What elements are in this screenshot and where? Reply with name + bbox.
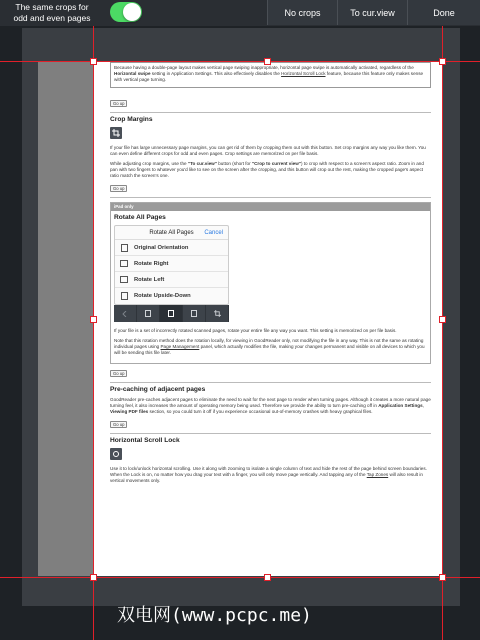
crop-paragraph-1: If your file has large unnecessary page margins, you can get rid of them by cropping them out with this button. Set crop margins any way you like them. You can even define different crops for odd and even pages. Crop settings are memorized on per file basis. bbox=[110, 145, 426, 156]
intro-text-3: feature, because this feature only makes sense with vertical page turning. bbox=[114, 71, 424, 82]
horizontal-scroll-lock-heading: Horizontal Scroll Lock bbox=[110, 437, 180, 444]
crop-toolbar bbox=[0, 0, 480, 26]
rotate-popup bbox=[114, 225, 229, 305]
watermark: 双电网(www.pcpc.me) bbox=[117, 605, 312, 626]
crop-p2-bold-2: "Crop to current view" bbox=[251, 161, 301, 166]
crop-handle-top[interactable] bbox=[264, 58, 271, 65]
rotate-right-item[interactable] bbox=[115, 256, 228, 272]
done-button[interactable]: Done bbox=[407, 0, 480, 25]
hscroll-text-2: will also result in vertical movements only. bbox=[110, 472, 423, 483]
precache-text-3: section, so you could turn it off if you experience occasional out-of-memory crashes with heavy graphical files. bbox=[148, 409, 373, 414]
crop-p2-text-3: ) to crop with respect to a screen's aspect ratio. Zoom in and pan with two fingers to whatever you'd like to see on the screen after the cropping, and this button will crop out the rest, making the cropped page's aspect ratio match the screen's one. bbox=[110, 161, 424, 178]
precaching-heading: Pre-caching of adjacent pages bbox=[110, 386, 206, 393]
bookmark-icon bbox=[137, 305, 160, 322]
rotate-p2-text: Note that this rotation method does the rotation locally, for viewing in GoodReader only, not modifying the file in any way. This is not the same as rotating individual pages using bbox=[114, 338, 424, 349]
page-left-margin bbox=[38, 62, 94, 576]
toggle-knob bbox=[123, 3, 141, 21]
intro-box bbox=[110, 62, 431, 88]
back-arrow-icon bbox=[114, 305, 137, 322]
original-orientation-label: Original Orientation bbox=[134, 244, 189, 251]
crop-line-bottom[interactable] bbox=[0, 577, 480, 578]
crop-p2-text: While adjusting crop margins, use the bbox=[110, 161, 188, 166]
go-up-button[interactable]: Go up bbox=[110, 100, 127, 107]
same-crops-label-line1: The same crops for bbox=[15, 2, 89, 12]
crop-line-top[interactable] bbox=[0, 61, 480, 62]
rotate-popup-title-text: Rotate All Pages bbox=[149, 229, 194, 236]
divider bbox=[110, 112, 431, 113]
intro-bold-text: Horizontal swipe bbox=[114, 71, 151, 76]
crop-handle-bottom-right[interactable] bbox=[439, 574, 446, 581]
no-crops-button[interactable]: No crops bbox=[267, 0, 337, 25]
rotate-left-label: Rotate Left bbox=[134, 276, 165, 283]
crop-margins-heading: Crop Margins bbox=[110, 116, 153, 123]
go-up-button[interactable]: Go up bbox=[110, 185, 127, 192]
crop-handle-top-left[interactable] bbox=[90, 58, 97, 65]
crop-line-right[interactable] bbox=[442, 26, 443, 640]
crop-handle-top-right[interactable] bbox=[439, 58, 446, 65]
rotate-p2-text-2: panel, which actually modifies the file, making your changes permanent and visible on all devices to which you will be sending this file later. bbox=[114, 344, 425, 355]
rotate-left-icon bbox=[120, 276, 128, 284]
precache-text-2: , bbox=[422, 403, 424, 408]
original-orientation-item[interactable] bbox=[115, 240, 228, 256]
go-up-button[interactable]: Go up bbox=[110, 421, 127, 428]
mini-toolbar-illustration bbox=[114, 305, 229, 322]
horizontal-scroll-lock-paragraph bbox=[110, 466, 431, 484]
go-up-button[interactable]: Go up bbox=[110, 370, 127, 377]
rotate-upside-down-icon bbox=[120, 292, 128, 300]
rotate-left-item[interactable] bbox=[115, 272, 228, 288]
ipad-only-label: iPad only bbox=[111, 203, 430, 211]
to-cur-view-button[interactable]: To cur.view bbox=[337, 0, 407, 25]
crop-icon bbox=[206, 305, 229, 322]
page-icon bbox=[120, 244, 128, 252]
rotate-right-icon bbox=[120, 260, 128, 268]
rotate-paragraph-1: If your file is a set of incorrectly rotated scanned pages, rotate your entire file any way you want. This setting is memorized on per file basis. bbox=[114, 328, 397, 333]
hscroll-text: Use it to lock/unlock horizontal scrolling. Use it along with zooming to isolate a single column of text and hide the rest of the page behind screen boundaries. When the Lock is on, no matter how you drag your text with a finger, you will only move page vertically. And tapping any of the bbox=[110, 466, 427, 477]
ipad-only-box bbox=[110, 202, 431, 364]
crop-paragraph-2 bbox=[110, 161, 431, 179]
rotate-paragraph-2 bbox=[114, 338, 427, 356]
divider bbox=[110, 197, 431, 198]
precaching-paragraph bbox=[110, 397, 431, 415]
crop-icon bbox=[110, 127, 122, 139]
rotate-page-icon bbox=[160, 305, 183, 322]
crop-handle-bottom[interactable] bbox=[264, 574, 271, 581]
same-crops-toggle[interactable] bbox=[110, 2, 142, 22]
document-page[interactable] bbox=[94, 62, 443, 576]
rotate-upside-down-item[interactable] bbox=[115, 288, 228, 304]
precache-bold: Application Settings bbox=[378, 403, 423, 408]
cancel-button[interactable]: Cancel bbox=[204, 229, 223, 236]
tap-zones-link[interactable]: Tap Zones bbox=[366, 472, 389, 477]
crop-p2-bold: "To cur.view" bbox=[187, 161, 217, 166]
crop-handle-left[interactable] bbox=[90, 316, 97, 323]
crop-handle-right[interactable] bbox=[439, 316, 446, 323]
intro-text-2: setting in Application Settings. This also effectively disables the bbox=[150, 71, 282, 76]
rotate-upside-down-label: Rotate Upside-Down bbox=[134, 293, 191, 299]
rotate-popup-title bbox=[115, 226, 228, 240]
rotate-right-label: Rotate Right bbox=[134, 260, 169, 267]
pages-icon bbox=[183, 305, 206, 322]
page-management-link[interactable]: Page Management bbox=[160, 344, 200, 349]
horizontal-scroll-lock-link[interactable]: Horizontal Scroll Lock bbox=[281, 71, 326, 76]
crop-line-left[interactable] bbox=[93, 26, 94, 640]
crop-handle-bottom-left[interactable] bbox=[90, 574, 97, 581]
divider bbox=[110, 433, 431, 434]
crop-p2-text-2: button (short for bbox=[216, 161, 252, 166]
divider bbox=[110, 382, 431, 383]
intro-text: Because having a double-page layout makes vertical page swiping inappropriate, horizontal page swipe is automatically activated, regardless of the bbox=[114, 65, 414, 70]
intro-paragraph bbox=[114, 65, 427, 83]
scroll-lock-icon bbox=[110, 448, 122, 460]
precache-text: GoodReader pre-caches adjacent pages to eliminate the need to wait for the next page to render when turning pages. Although it creates a more natural page turning feel, it also increases the amount of operating memory being used. Therefore we provide the ability to turn pre-caching off in bbox=[110, 397, 431, 408]
precache-bold-2: Viewing PDF files bbox=[110, 409, 149, 414]
same-crops-label bbox=[6, 2, 98, 24]
rotate-heading: Rotate All Pages bbox=[114, 214, 166, 221]
same-crops-label-line2: odd and even pages bbox=[13, 13, 91, 23]
